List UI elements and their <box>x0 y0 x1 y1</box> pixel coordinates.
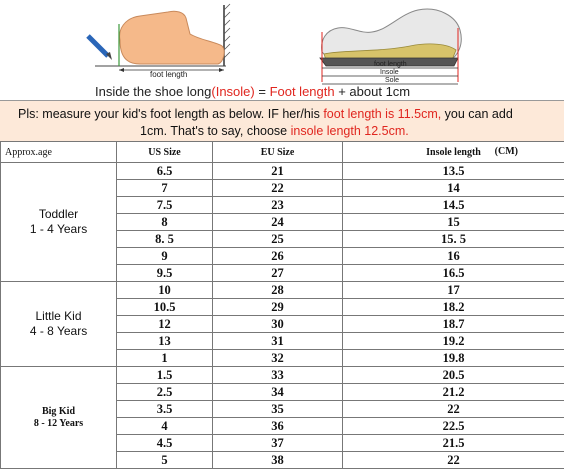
us-size-cell: 6.5 <box>117 163 213 180</box>
us-size-cell: 2.5 <box>117 384 213 401</box>
us-size-cell: 7.5 <box>117 197 213 214</box>
insole-length-cell: 19.2 <box>343 333 564 350</box>
formula-prefix: Inside the shoe long <box>95 84 212 99</box>
eu-size-cell: 35 <box>213 401 343 418</box>
eu-size-cell: 37 <box>213 435 343 452</box>
table-header-row <box>1 142 564 163</box>
eu-size-cell: 31 <box>213 333 343 350</box>
header-eu-size: EU Size <box>213 142 343 163</box>
us-size-cell: 12 <box>117 316 213 333</box>
insole-length-cell: 14.5 <box>343 197 564 214</box>
age-group-name: Big Kid <box>41 405 76 417</box>
shoe-size-formula <box>95 84 410 99</box>
notice-highlight: insole length 12.5cm. <box>290 124 409 138</box>
header-age: Approx.age <box>1 142 117 163</box>
age-group-cell <box>1 282 117 367</box>
insole-length-cell: 16 <box>343 248 564 265</box>
eu-size-cell: 30 <box>213 316 343 333</box>
formula-equals: = <box>254 84 270 99</box>
eu-size-cell: 22 <box>213 180 343 197</box>
eu-size-cell: 23 <box>213 197 343 214</box>
us-size-cell: 8. 5 <box>117 231 213 248</box>
age-group-range: 1 - 4 Years <box>29 222 88 236</box>
table-row <box>1 163 564 180</box>
eu-size-cell: 32 <box>213 350 343 367</box>
age-group-range: 8 - 12 Years <box>33 417 84 429</box>
insole-length-cell: 21.2 <box>343 384 564 401</box>
insole-length-cell: 19.8 <box>343 350 564 367</box>
age-group-range: 4 - 8 Years <box>29 324 88 338</box>
eu-size-cell: 28 <box>213 282 343 299</box>
eu-size-cell: 38 <box>213 452 343 469</box>
us-size-cell: 1 <box>117 350 213 367</box>
eu-size-cell: 26 <box>213 248 343 265</box>
insole-length-cell: 22 <box>343 452 564 469</box>
eu-size-cell: 36 <box>213 418 343 435</box>
insole-length-cell: 16.5 <box>343 265 564 282</box>
eu-size-cell: 25 <box>213 231 343 248</box>
notice-line-2 <box>140 124 409 138</box>
us-size-cell: 5 <box>117 452 213 469</box>
insole-length-cell: 15 <box>343 214 564 231</box>
notice-text: Pls: measure your kid's foot length as below. IF her/his <box>18 107 324 121</box>
insole-length-cell: 17 <box>343 282 564 299</box>
shoe-foot-length-label: foot length <box>374 61 407 68</box>
us-size-cell: 4 <box>117 418 213 435</box>
us-size-cell: 10.5 <box>117 299 213 316</box>
measurement-illustration <box>0 0 564 100</box>
age-group-cell <box>1 163 117 282</box>
us-size-cell: 9 <box>117 248 213 265</box>
age-group-name: Toddler <box>38 207 79 221</box>
table-row <box>1 367 564 384</box>
insole-length-cell: 18.7 <box>343 316 564 333</box>
eu-size-cell: 21 <box>213 163 343 180</box>
shoe-sole-label: Sole <box>385 77 400 84</box>
eu-size-cell: 29 <box>213 299 343 316</box>
us-size-cell: 1.5 <box>117 367 213 384</box>
formula-suffix: + about 1cm <box>334 84 411 99</box>
us-size-cell: 7 <box>117 180 213 197</box>
eu-size-cell: 34 <box>213 384 343 401</box>
eu-size-cell: 27 <box>213 265 343 282</box>
insole-length-cell: 15. 5 <box>343 231 564 248</box>
insole-length-cell: 22.5 <box>343 418 564 435</box>
age-group-name: Little Kid <box>35 309 82 323</box>
us-size-cell: 8 <box>117 214 213 231</box>
eu-size-cell: 24 <box>213 214 343 231</box>
header-insole-label: Insole length <box>426 146 481 158</box>
insole-length-cell: 22 <box>343 401 564 418</box>
insole-length-cell: 20.5 <box>343 367 564 384</box>
us-size-cell: 3.5 <box>117 401 213 418</box>
header-us-size: US Size <box>117 142 213 163</box>
insole-length-cell: 21.5 <box>343 435 564 452</box>
table-row <box>1 282 564 299</box>
size-chart-body <box>1 163 564 469</box>
us-size-cell: 10 <box>117 282 213 299</box>
us-size-cell: 13 <box>117 333 213 350</box>
insole-length-cell: 13.5 <box>343 163 564 180</box>
us-size-cell: 4.5 <box>117 435 213 452</box>
header-insole-length <box>343 142 564 163</box>
measure-notice <box>0 100 564 142</box>
insole-length-cell: 14 <box>343 180 564 197</box>
age-group-cell <box>1 367 117 469</box>
notice-text: you can add <box>441 107 513 121</box>
notice-line-1 <box>18 107 513 121</box>
insole-length-cell: 18.2 <box>343 299 564 316</box>
us-size-cell: 9.5 <box>117 265 213 282</box>
size-chart-table <box>0 141 564 469</box>
header-cm-unit: (CM) <box>494 146 518 157</box>
formula-insole: (Insole) <box>211 84 255 99</box>
formula-foot-length: Foot length <box>269 84 335 99</box>
notice-highlight: foot length is 11.5cm, <box>323 107 442 121</box>
eu-size-cell: 33 <box>213 367 343 384</box>
foot-length-label: foot length <box>150 70 188 79</box>
shoe-insole-label: Insole <box>380 69 399 76</box>
notice-text: 1cm. That's to say, choose <box>140 124 291 138</box>
